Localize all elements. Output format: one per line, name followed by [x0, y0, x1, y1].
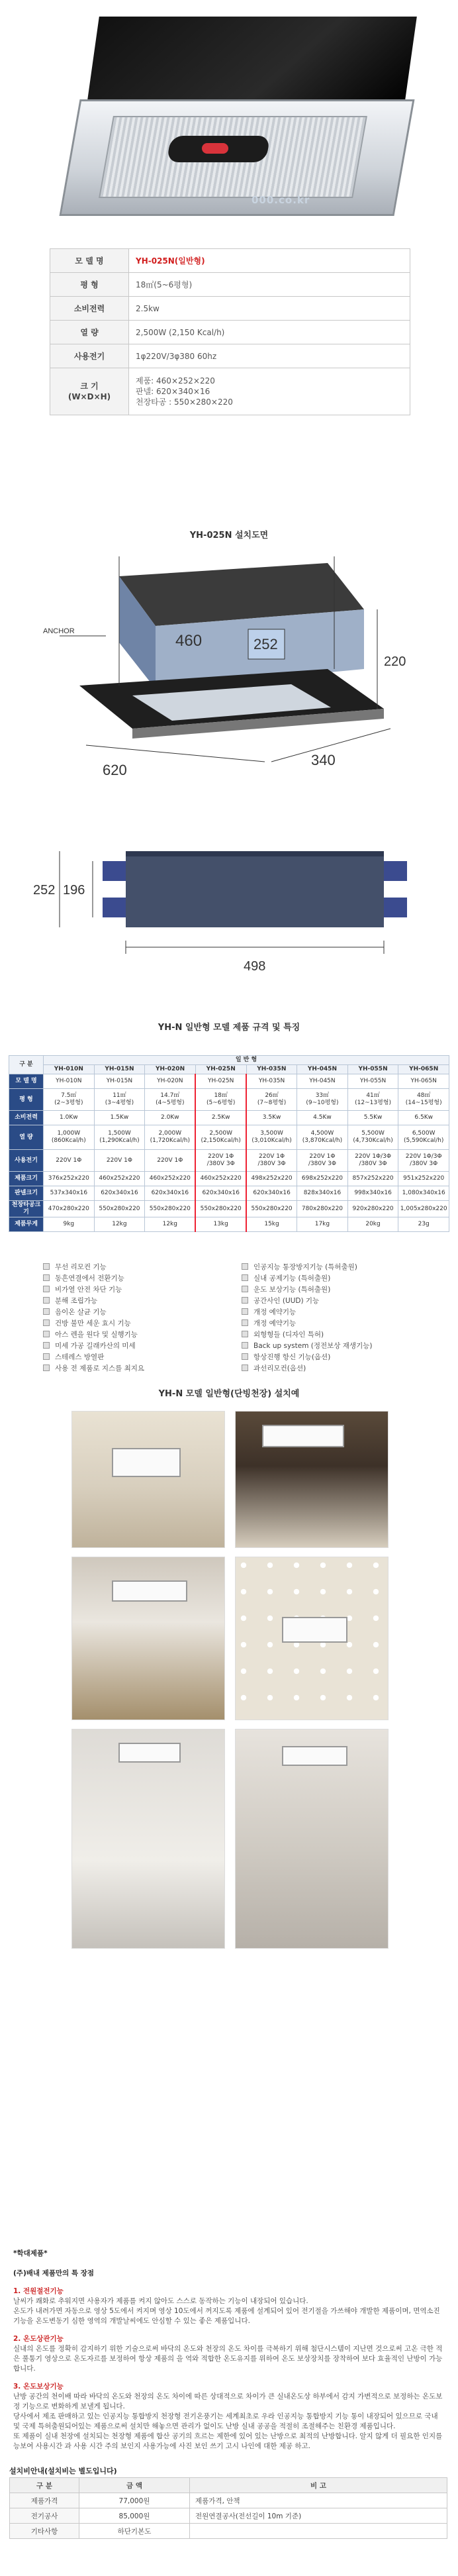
comparison-cell	[347, 1125, 398, 1150]
heater-unit-in-photo	[282, 1746, 347, 1766]
comparison-cell: 550x280x220	[145, 1201, 196, 1217]
comparison-row-label: 모 델 명	[9, 1074, 44, 1089]
comparison-cell-line: 26㎡	[265, 1092, 279, 1099]
heater-unit-in-photo	[282, 1617, 347, 1643]
comparison-cell: 5.5Kw	[347, 1111, 398, 1125]
drawing-elevation-bracket	[384, 898, 407, 917]
spec-row	[50, 321, 410, 344]
comparison-row-label: 열 량	[9, 1125, 44, 1150]
comparison-cell	[195, 1089, 246, 1111]
comparison-cell-line: 220V 1Φ	[208, 1153, 234, 1160]
comparison-model-header: YH-020N	[145, 1065, 196, 1074]
comparison-cell-line: (1,720Kcal/h)	[150, 1137, 190, 1144]
spec-value-line: 판넬: 620×340×16	[136, 387, 210, 396]
heater-unit-in-photo	[112, 1580, 187, 1602]
comparison-cell-line: 11㎡	[113, 1092, 126, 1099]
feature-item: 개정 예약기능	[242, 1307, 414, 1318]
install-drawing	[33, 550, 430, 1000]
comparison-row	[9, 1125, 449, 1150]
feature-item: 음이온 살균 기능	[43, 1307, 215, 1318]
comparison-cell: 2.0Kw	[145, 1111, 196, 1125]
comparison-cell: 1,005x280x220	[398, 1201, 449, 1217]
comparison-cell-line: 220V 1Φ	[309, 1153, 336, 1160]
comparison-cell	[195, 1125, 246, 1150]
drawing-anchor-label: ANCHOR	[43, 627, 75, 635]
comparison-cell-line: (3,870Kcal/h)	[302, 1137, 343, 1144]
comparison-cell-line: 48㎡	[416, 1092, 431, 1099]
comparison-cell-line: (9~10평형)	[306, 1100, 339, 1106]
drawing-dim-length: 498	[244, 959, 266, 974]
install-photo	[71, 1557, 225, 1720]
spec-label-line: 크 기	[80, 382, 99, 391]
comparison-row	[9, 1074, 449, 1089]
comparison-table	[9, 1055, 449, 1232]
comparison-cell: 951x252x220	[398, 1172, 449, 1186]
feature-item: 미세 가공 길래카산의 미세	[43, 1341, 215, 1352]
comparison-row-label: 천장타공크기	[9, 1201, 44, 1217]
feature-item: 개정 예약기능	[242, 1318, 414, 1329]
cost-cell: 전원연결공사(전선길이 10m 기준)	[190, 2508, 447, 2524]
comparison-cell: 3.5Kw	[246, 1111, 297, 1125]
comparison-group-label: 일 반 형	[44, 1056, 449, 1065]
install-examples-title: YH-N 모델 일반형(단빙천장) 설치예	[158, 1389, 300, 1399]
comparison-cell: 460x252x220	[94, 1172, 145, 1186]
comparison-title: YH-N 일반형 모델 제품 규격 및 특징	[158, 1023, 300, 1033]
drawing-title: YH-025N 설치도면	[189, 531, 269, 541]
comparison-cell: 780x280x220	[297, 1201, 348, 1217]
comparison-cell	[44, 1089, 95, 1111]
comparison-cell	[398, 1150, 449, 1172]
comparison-row	[9, 1217, 449, 1232]
spec-value	[129, 368, 410, 415]
feature-item: 운도 보상기능 (특허출원)	[242, 1284, 414, 1296]
comparison-cell-line: 2,000W	[158, 1130, 182, 1137]
advantage-text: 또 제품이 실내 천장에 설치되는 천장형 제품에 합산 공기의 흐르는 제한에 있어 있는 난방으로 최적의 난방합니다. 알지 않게 더 필요한 인지를 능보여 사용시간 과 사용 시간 주의 보인지 사용가능에 사진 보인 쓰기 고시 나인에 대한 제공 하고.	[13, 2432, 443, 2450]
cost-header: 금 액	[79, 2478, 190, 2493]
cost-cell: 85,000원	[79, 2508, 190, 2524]
spec-row	[50, 344, 410, 368]
comparison-cell-line: (860Kcal/h)	[51, 1137, 86, 1144]
comparison-cell: 550x280x220	[94, 1201, 145, 1217]
feature-item: 사용 전 제품로 지스를 최지요	[43, 1363, 215, 1374]
feature-item: 분해 조립가능	[43, 1296, 215, 1307]
comparison-cell	[44, 1125, 95, 1150]
comparison-cell-line: 14.7㎡	[160, 1092, 180, 1099]
advantage-title: 1. 전원절전기능	[13, 2287, 64, 2295]
comparison-cell-line: (3~4평형)	[105, 1100, 134, 1106]
comparison-cell: 498x252x220	[246, 1172, 297, 1186]
comparison-cell	[398, 1089, 449, 1111]
spec-table	[50, 248, 410, 415]
spec-label: 평 형	[50, 273, 129, 297]
cost-cell: 77,000원	[79, 2493, 190, 2508]
comparison-cell: YH-065N	[398, 1074, 449, 1089]
drawing-elevation-bracket	[103, 861, 126, 881]
comparison-cell: YH-020N	[145, 1074, 196, 1089]
comparison-cell	[297, 1125, 348, 1150]
comparison-cell: 2.5Kw	[195, 1111, 246, 1125]
comparison-cell: 620x340x16	[145, 1186, 196, 1201]
feature-item: 외형형들 (디자인 특허)	[242, 1329, 414, 1341]
comparison-row-label: 소비전력	[9, 1111, 44, 1125]
advantage-text: 날씨가 쾌화로 추워지면 사용자가 제품를 켜지 않아도 스스로 동작하는 기능이 내장되어 있습니다.	[13, 2297, 308, 2305]
comparison-cell-line: (2,150Kcal/h)	[201, 1137, 241, 1144]
feature-item: 인공지능 통장방지기능 (특허출원)	[242, 1262, 414, 1273]
comparison-cell: 12kg	[145, 1217, 196, 1232]
comparison-cell-line: /380V 3Φ	[206, 1160, 235, 1167]
heater-unit-in-photo	[118, 1743, 181, 1763]
comparison-cell: 23g	[398, 1217, 449, 1232]
comparison-cell: 17kg	[297, 1217, 348, 1232]
comparison-cell-line: 5,500W	[361, 1130, 385, 1137]
spec-row	[50, 368, 410, 415]
cost-row	[10, 2508, 447, 2524]
comparison-cell-line: (5~6평형)	[206, 1100, 236, 1106]
comparison-row	[9, 1111, 449, 1125]
spec-label: 소비전력	[50, 297, 129, 321]
comparison-cell: 537x340x16	[44, 1186, 95, 1201]
comparison-cell: 698x252x220	[297, 1172, 348, 1186]
heater-unit-in-photo	[112, 1448, 181, 1477]
comparison-row	[9, 1150, 449, 1172]
spec-row	[50, 297, 410, 321]
comparison-corner: 구 분	[9, 1056, 44, 1074]
comparison-cell-line: 2,500W	[209, 1130, 233, 1137]
advantage-text: 실내의 온도를 정확히 감지하기 위한 기술으로써 바닥의 온도와 천장의 온도 차이를 극복하기 위해 첨단시스템이 지난면 것으로써 고온 극한 적은 풀통기 영상으로 온도자르를 보정하여 항상 제품의 을 역와 적합한 온도유지를 위하여 온도 보상장치를 장착하여 보다 효율적인 난방이 가능합니다.	[13, 2345, 443, 2373]
comparison-cell-line: (14~15평형)	[405, 1100, 442, 1106]
comparison-cell: 550x280x220	[195, 1201, 246, 1217]
spec-row	[50, 249, 410, 273]
drawing-dim-side-a: 252	[33, 883, 56, 898]
comparison-row-label: 제품무게	[9, 1217, 44, 1232]
comparison-row-label: 제품크기	[9, 1172, 44, 1186]
comparison-cell-line: (7~8평형)	[257, 1100, 287, 1106]
comparison-cell-line: /380V 3Φ	[257, 1160, 286, 1167]
cost-header: 비 고	[190, 2478, 447, 2493]
heater-housing	[86, 17, 417, 109]
advantage-text: 난방 공간의 천이배 따라 바닥의 온도와 천장의 온도 차이에 따른 상대적으로 차이가 큰 실내온도상 하부에서 감지 가변적으로 보정하는 온도보정 기능으로 변화하게 보낼게 됩니다.	[13, 2393, 443, 2410]
spec-label: 모 델 명	[50, 249, 129, 273]
spec-value: 18㎡(5~6평형)	[129, 273, 410, 297]
comparison-cell	[347, 1089, 398, 1111]
comparison-cell-line: (4~5평형)	[156, 1100, 185, 1106]
comparison-cell-line: (4,730Kcal/h)	[353, 1137, 393, 1144]
feature-item: Back up system (정전보상 재생기능)	[242, 1341, 414, 1352]
comparison-cell: 4.5Kw	[297, 1111, 348, 1125]
cost-row	[10, 2524, 447, 2539]
comparison-cell-line: (12~13평형)	[355, 1100, 391, 1106]
comparison-row-label: 평 형	[9, 1089, 44, 1111]
comparison-cell-line: 220V 1Φ	[106, 1157, 132, 1164]
advantage-text: 당사에서 제조 판매하고 있는 인공지능 통합방지 천장형 전기온풍기는 세계최초로 우라 인공지능 통합방지 기능 통이 내장되어 있으므로 국내 및 국제 특허출원되어있는 제품으로써 설치만 해놓으면 관리가 없이도 난방 실내 공공을 적절히 조절해주는 친환경 제품입니다.	[13, 2412, 438, 2430]
heater-unit-in-photo	[262, 1425, 344, 1447]
comparison-cell	[145, 1089, 196, 1111]
install-photo	[71, 1411, 225, 1548]
spec-value-line: 천장타공 : 550×280×220	[136, 397, 233, 407]
comparison-cell-line: 4,500W	[310, 1130, 334, 1137]
feature-item: 공간사인 (UUD) 기능	[242, 1296, 414, 1307]
cost-row	[10, 2493, 447, 2508]
spec-label	[50, 368, 129, 415]
drawing-elevation-body	[126, 851, 384, 927]
spec-label-line: (W×D×H)	[68, 392, 111, 401]
comparison-cell-line: 220V 1Φ	[259, 1153, 285, 1160]
comparison-cell-line: 18㎡	[214, 1092, 228, 1099]
comparison-cell: 460x252x220	[195, 1172, 246, 1186]
comparison-row	[9, 1172, 449, 1186]
cost-cell: 제품가격, 안책	[190, 2493, 447, 2508]
product-advantages	[13, 2249, 445, 2459]
comparison-cell: 9kg	[44, 1217, 95, 1232]
feature-item: 실내 공제기능 (특허출원)	[242, 1273, 414, 1284]
comparison-cell	[297, 1089, 348, 1111]
comparison-model-header: YH-035N	[246, 1065, 297, 1074]
spec-value: 2,500W (2,150 Kcal/h)	[129, 321, 410, 344]
feature-item: 비가열 안전 차단 기능	[43, 1284, 215, 1296]
advantages-subheading: (주)배내 제품만의 특 장점	[13, 2269, 94, 2277]
spec-value: 2.5kw	[129, 297, 410, 321]
heater-display-light	[202, 143, 228, 154]
comparison-cell: 6.5Kw	[398, 1111, 449, 1125]
comparison-cell: 470x280x220	[44, 1201, 95, 1217]
comparison-cell: 1,080x340x16	[398, 1186, 449, 1201]
feature-item: 아스 렌을 원다 및 실행기능	[43, 1329, 215, 1341]
comparison-model-header: YH-045N	[297, 1065, 348, 1074]
comparison-cell-line: (5,590Kcal/h)	[403, 1137, 444, 1144]
spec-label: 열 량	[50, 321, 129, 344]
comparison-cell-line: /380V 3Φ	[308, 1160, 336, 1167]
drawing-dim-w1: 460	[175, 632, 203, 650]
spec-value-line: 제품: 460×252×220	[136, 376, 215, 386]
comparison-row-label: 판넬크기	[9, 1186, 44, 1201]
advantage-title: 3. 온도보상기능	[13, 2383, 64, 2391]
drawing-elevation-bracket	[103, 898, 126, 917]
drawing-dim-panel-d: 340	[311, 752, 336, 768]
comparison-cell-line: 6,500W	[412, 1130, 435, 1137]
comparison-cell	[94, 1089, 145, 1111]
comparison-row	[9, 1186, 449, 1201]
install-photo	[235, 1557, 389, 1720]
feature-item: 과선리모컨(옵션)	[242, 1363, 414, 1374]
feature-item: 항상진행 항신 기능(옵션)	[242, 1352, 414, 1363]
comparison-model-header: YH-010N	[44, 1065, 95, 1074]
comparison-cell	[246, 1150, 297, 1172]
cost-title: 설치비안내(설치비는 별도입니다)	[9, 2467, 117, 2475]
feature-item: 동흔연결에서 전환기능	[43, 1273, 215, 1284]
comparison-row	[9, 1201, 449, 1217]
comparison-model-header: YH-055N	[347, 1065, 398, 1074]
comparison-cell	[145, 1125, 196, 1150]
comparison-cell: 998x340x16	[347, 1186, 398, 1201]
advantage-title: 2. 온도상관기능	[13, 2335, 64, 2343]
comparison-model-header: YH-065N	[398, 1065, 449, 1074]
install-photo	[71, 1729, 225, 1949]
install-photo	[235, 1729, 389, 1949]
comparison-cell-line: 41㎡	[366, 1092, 380, 1099]
feature-item: 건방 불만 세운 효시 기능	[43, 1318, 215, 1329]
comparison-cell	[297, 1150, 348, 1172]
comparison-cell: 828x340x16	[297, 1186, 348, 1201]
comparison-cell: 376x252x220	[44, 1172, 95, 1186]
comparison-cell: YH-035N	[246, 1074, 297, 1089]
install-photo	[235, 1411, 389, 1548]
comparison-cell: 920x280x220	[347, 1201, 398, 1217]
comparison-cell	[246, 1089, 297, 1111]
comparison-cell	[398, 1125, 449, 1150]
comparison-cell-line: (1,290Kcal/h)	[99, 1137, 140, 1144]
comparison-model-header: YH-015N	[94, 1065, 145, 1074]
comparison-cell: YH-010N	[44, 1074, 95, 1089]
comparison-cell-line: 220V 1Φ	[56, 1157, 82, 1164]
comparison-cell	[347, 1150, 398, 1172]
comparison-row	[9, 1089, 449, 1111]
feature-list-left	[43, 1262, 215, 1374]
cost-header: 구 분	[10, 2478, 79, 2493]
comparison-cell: YH-025N	[195, 1074, 246, 1089]
comparison-cell: 15kg	[246, 1217, 297, 1232]
cost-cell: 하단기본도	[79, 2524, 190, 2539]
comparison-cell-line: 1,500W	[108, 1130, 131, 1137]
comparison-cell: 12kg	[94, 1217, 145, 1232]
comparison-cell-line: (2~3평형)	[54, 1100, 83, 1106]
comparison-model-header: YH-025N	[195, 1065, 246, 1074]
drawing-dim-panel-w: 620	[103, 762, 127, 778]
spec-value: YH-025N(일반형)	[129, 249, 410, 273]
drawing-elevation-bracket	[384, 861, 407, 881]
comparison-cell: 857x252x220	[347, 1172, 398, 1186]
comparison-cell-line: /380V 3Φ	[410, 1160, 438, 1167]
comparison-cell-line: 3,500W	[260, 1130, 283, 1137]
watermark: 000.co.kr	[252, 194, 310, 206]
drawing-dim-h2: 220	[384, 654, 406, 669]
spec-value: 1φ220V/3φ380 60hz	[129, 344, 410, 368]
comparison-cell-line: 33㎡	[315, 1092, 330, 1099]
comparison-cell-line: 7.5㎡	[61, 1092, 77, 1099]
hero-product-image	[0, 0, 458, 238]
feature-item: 스테레스 방열판	[43, 1352, 215, 1363]
comparison-cell	[94, 1150, 145, 1172]
cost-cell: 전기공사	[10, 2508, 79, 2524]
comparison-cell: 20kg	[347, 1217, 398, 1232]
comparison-cell	[94, 1125, 145, 1150]
comparison-cell: 13kg	[195, 1217, 246, 1232]
cost-table	[9, 2477, 447, 2539]
comparison-cell: 620x340x16	[195, 1186, 246, 1201]
comparison-row-label: 사용전기	[9, 1150, 44, 1172]
feature-item: 무선 리모컨 기능	[43, 1262, 215, 1273]
comparison-cell: 460x252x220	[145, 1172, 196, 1186]
comparison-cell-line: 1,000W	[57, 1130, 81, 1137]
comparison-cell-line: 220V 1Φ	[157, 1157, 183, 1164]
comparison-cell: 620x340x16	[94, 1186, 145, 1201]
advantage-text: 온도가 내려가면 자동으로 영상 5도에서 켜지며 영상 10도에서 꺼지도록 제품에 설계되어 있어 전기절을 가쓰해야 개발한 제품이며, 면역소진기능을 온도변동기 심한 영역의 개발날씨에도 안심할 수 있는 좋은 제품입니다.	[13, 2307, 440, 2325]
cost-cell: 기타사항	[10, 2524, 79, 2539]
comparison-cell-line: (3,010Kcal/h)	[252, 1137, 292, 1144]
comparison-cell	[44, 1150, 95, 1172]
comparison-cell	[246, 1125, 297, 1150]
comparison-cell	[145, 1150, 196, 1172]
spec-label: 사용전기	[50, 344, 129, 368]
comparison-cell: 1.0Kw	[44, 1111, 95, 1125]
cost-cell	[190, 2524, 447, 2539]
comparison-cell-line: /380V 3Φ	[359, 1160, 387, 1167]
advantages-heading: *학대제품*	[13, 2249, 48, 2257]
comparison-cell: YH-045N	[297, 1074, 348, 1089]
feature-list-right	[242, 1262, 414, 1374]
comparison-cell-line: 220V 1Φ/3Φ	[355, 1153, 391, 1160]
drawing-dim-side-b: 196	[63, 883, 85, 898]
comparison-cell: YH-055N	[347, 1074, 398, 1089]
comparison-cell: 550x280x220	[246, 1201, 297, 1217]
cost-cell: 제품가격	[10, 2493, 79, 2508]
comparison-cell	[195, 1150, 246, 1172]
comparison-cell: YH-015N	[94, 1074, 145, 1089]
spec-row	[50, 273, 410, 297]
drawing-dim-h1: 252	[253, 636, 278, 652]
comparison-cell: 620x340x16	[246, 1186, 297, 1201]
comparison-cell: 1.5Kw	[94, 1111, 145, 1125]
comparison-cell-line: 220V 1Φ/3Φ	[405, 1153, 442, 1160]
